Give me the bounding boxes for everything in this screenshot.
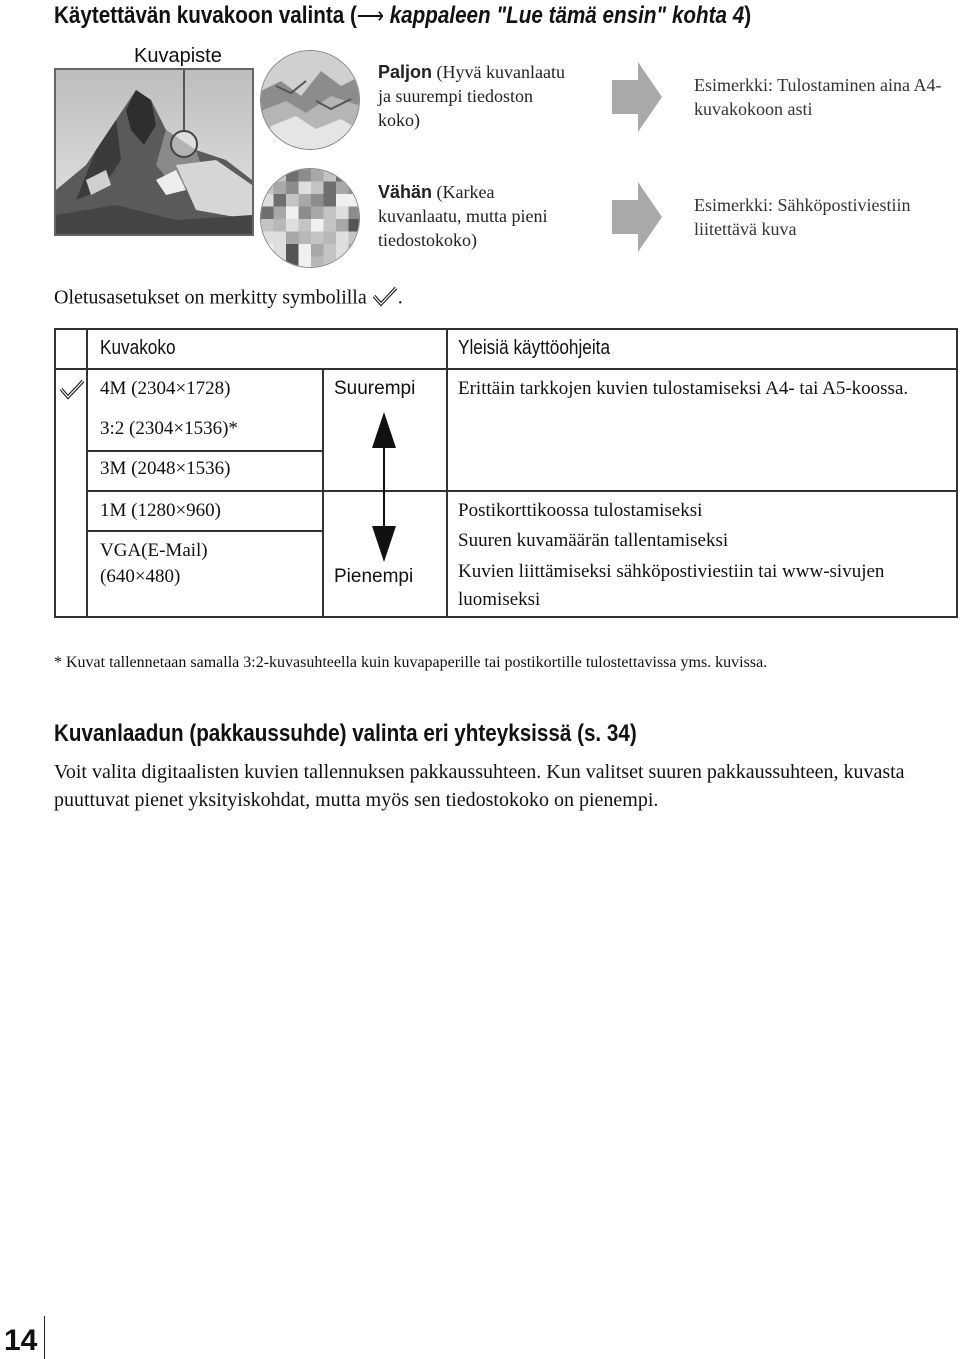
mountain-photo [54,68,254,236]
zoom-coarse-pixels [260,168,360,268]
table-divider [86,530,322,532]
pixels-many-text: (Hyvä kuvanlaatu ja suurempi tiedoston koko) [378,62,565,130]
footnote [54,651,934,675]
pixel-highlight-circle [170,130,198,158]
title-reference: kappaleen "Lue tämä ensin" kohta 4 [389,2,745,29]
page-title [54,2,751,30]
page-number: 14 [4,1324,38,1357]
pixels-few-description [378,180,578,252]
title-prefix: Käytettävän kuvakoon valinta ( [54,2,357,29]
header-usage: Yleisiä käyttöohjeita [458,337,611,359]
pixels-many-description [378,60,578,132]
table-divider [86,490,956,492]
default-check-icon [59,378,85,406]
table-divider [86,450,322,452]
smaller-label: Pienempi [334,566,414,587]
image-size-table [54,328,958,618]
usage-postcard: Postikorttikoossa tulostamiseksi [458,500,703,521]
usage-many-images: Suuren kuvamäärän tallentamiseksi [458,530,729,551]
size-3m: 3M (2048×1536) [100,458,231,479]
table-divider [322,368,324,616]
table-divider [56,368,956,370]
footnote-text: * Kuvat tallennetaan samalla 3:2-kuvasuhteella kuin kuvapaperille tai postikortille tulostettavissa yms. kuvissa. [54,654,768,671]
pointer-line [183,70,185,132]
example-print-a4: Esimerkki: Tulostaminen aina A4-kuvakokoon asti [694,75,942,119]
pixels-few-label: Vähän [378,182,433,202]
arrow-right-icon [612,182,662,252]
pixels-many-label: Paljon [378,62,433,82]
default-check-icon [372,285,398,313]
defaults-note-text: Oletusasetukset on merkitty symbolilla [54,286,367,309]
defaults-note [54,285,403,313]
header-image-size: Kuvakoko [100,337,176,359]
arrow-right-icon [612,62,662,132]
double-arrow-icon [372,412,396,562]
arrow-right-icon: ⟶ [356,3,384,28]
page-number-rule [44,1316,45,1359]
size-3-2: 3:2 (2304×1536)* [100,418,238,439]
size-1m: 1M (1280×960) [100,500,222,521]
usage-email-web: Kuvien liittämiseksi sähköpostiviestiin tai www-sivujen luomiseksi [458,561,885,610]
section-heading: Kuvanlaadun (pakkaussuhde) valinta eri yhteyksissä (s. 34) [54,720,637,747]
usage-large-print: Erittäin tarkkojen kuvien tulostamiseksi A4- tai A5-koossa. [458,378,909,399]
defaults-note-end: . [397,286,403,309]
zoom-fine-detail [260,50,360,150]
pixels-few-text: (Karkea kuvanlaatu, mutta pieni tiedostokoko) [378,182,548,250]
section-body: Voit valita digitaalisten kuvien tallennuksen pakkaussuhteen. Kun valitset suuren pakkaussuhteen, kuvasta puuttuvat pienet yksityiskohdat, mutta myös sen tiedostokoko on pienempi. [54,761,905,811]
title-suffix: ) [744,2,752,29]
larger-label: Suurempi [334,378,416,399]
size-4m: 4M (2304×1728) [100,378,231,399]
table-divider [86,330,88,616]
size-vga-dimensions: (640×480) [100,566,181,587]
kuvapiste-label: Kuvapiste [134,45,222,67]
example-email: Esimerkki: Sähköpostiviestiin liitettävä kuva [694,195,911,239]
table-divider [446,330,448,616]
size-vga: VGA(E-Mail) [100,540,208,561]
